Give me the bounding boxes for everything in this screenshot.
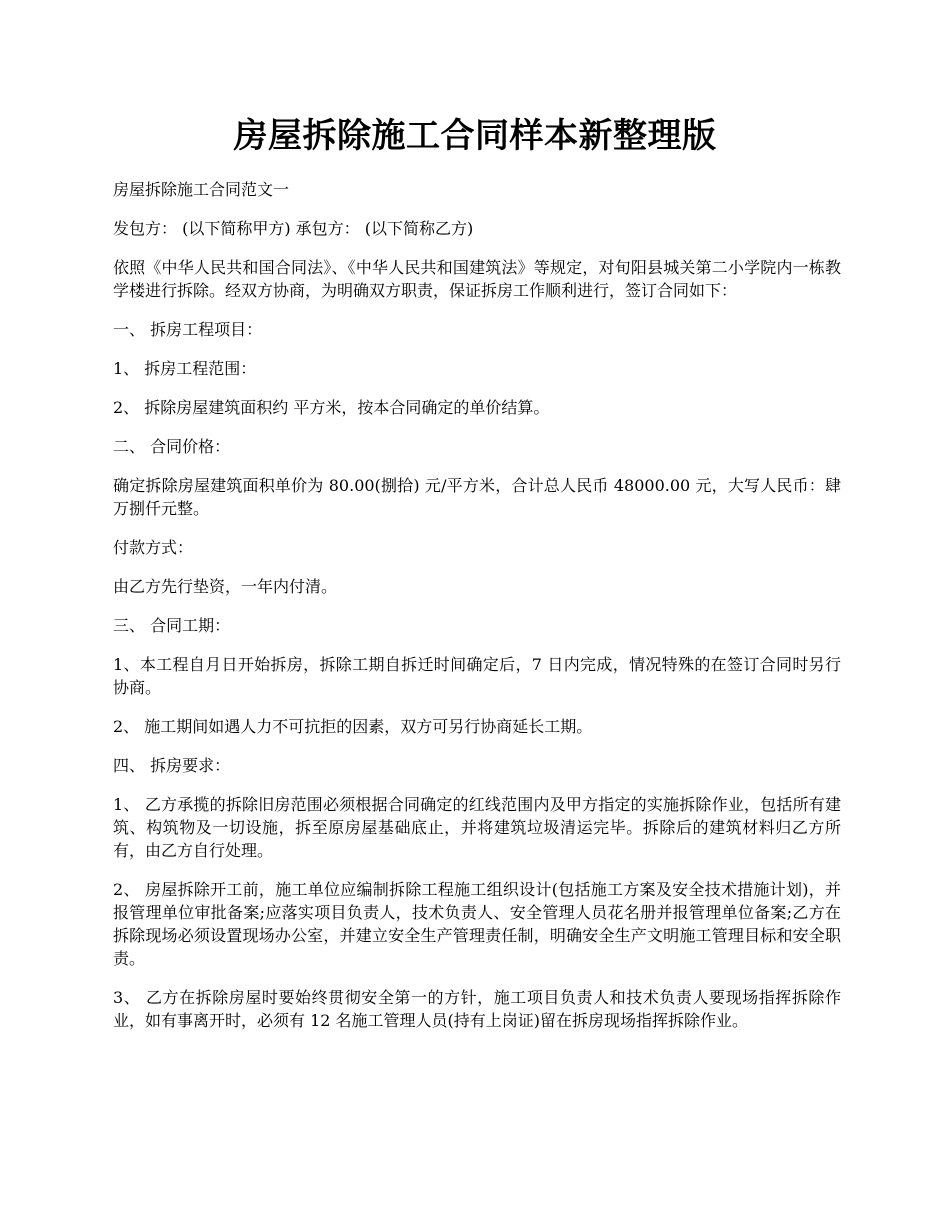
paragraph-item: 1、本工程自月日开始拆房，拆除工期自拆迁时间确定后，7 日内完成，情况特殊的在签订合同时另行协商。 xyxy=(113,655,841,697)
paragraph-subtitle: 房屋拆除施工合同范文一 xyxy=(113,180,290,199)
section-heading-3: 三、 合同工期： xyxy=(113,616,231,635)
paragraph-payment: 由乙方先行垫资，一年内付清。 xyxy=(113,577,338,596)
document-body xyxy=(113,178,841,1048)
paragraph-preamble: 依照《中华人民共和国合同法》、《中华人民共和国建筑法》等规定，对旬阳县城关第二小学院内一栋教学楼进行拆除。经双方协商，为明确双方职责，保证拆房工作顺利进行，签订合同如下： xyxy=(113,258,841,300)
document-title: 房屋拆除施工合同样本新整理版 xyxy=(233,116,717,156)
section-heading-2: 二、 合同价格： xyxy=(113,437,231,456)
paragraph-item: 2、 施工期间如遇人力不可抗拒的因素，双方可另行协商延长工期。 xyxy=(113,717,593,736)
section-heading-1: 一、 拆房工程项目： xyxy=(113,320,263,339)
section-heading-4: 四、 拆房要求： xyxy=(113,756,231,775)
paragraph-payment-heading: 付款方式： xyxy=(113,538,194,557)
paragraph-item: 2、 房屋拆除开工前，施工单位应编制拆除工程施工组织设计(包括施工方案及安全技术措施计划)，并报管理单位审批备案;应落实项目负责人，技术负责人、安全管理人员花名册并报管理单位备案;乙方在拆除现场必须设置现场办公室，并建立安全生产管理责任制，明确安全生产文明施工管理目标和安全职责。 xyxy=(113,880,841,968)
paragraph-price: 确定拆除房屋建筑面积单价为 80.00(捌拾) 元/平方米，合计总人民币 48000.00 元，大写人民币：肆万捌仟元整。 xyxy=(113,476,841,518)
paragraph-item: 3、 乙方在拆除房屋时要始终贯彻安全第一的方针，施工项目负责人和技术负责人要现场指挥拆除作业，如有事离开时，必须有 12 名施工管理人员(持有上岗证)留在拆房现场指挥拆除作业。 xyxy=(113,988,841,1030)
paragraph-parties: 发包方： (以下简称甲方) 承包方： (以下简称乙方) xyxy=(113,219,474,238)
paragraph-item: 2、 拆除房屋建筑面积约 平方米，按本合同确定的单价结算。 xyxy=(113,398,550,417)
paragraph-item: 1、 拆房工程范围： xyxy=(113,359,257,378)
paragraph-item: 1、 乙方承揽的拆除旧房范围必须根据合同确定的红线范围内及甲方指定的实施拆除作业，包括所有建筑、构筑物及一切设施，拆至原房屋基础底止，并将建筑垃圾清运完毕。拆除后的建筑材料归乙方所有，由乙方自行处理。 xyxy=(113,795,841,860)
